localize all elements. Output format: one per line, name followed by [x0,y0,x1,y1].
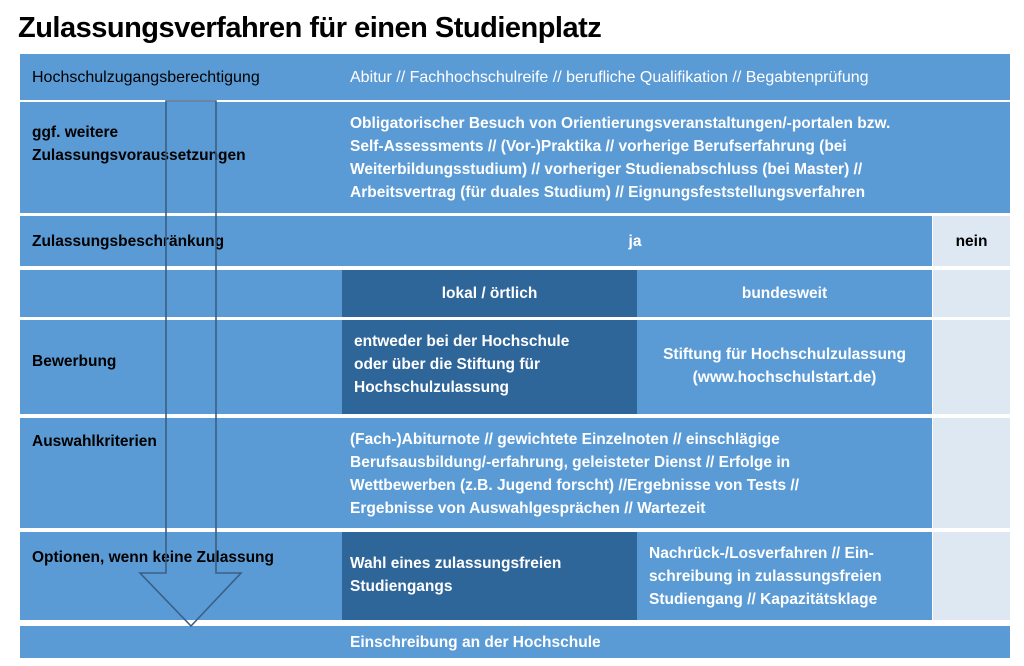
optionen-national-line: Nachrück-/Losverfahren // Ein- [649,545,874,562]
weitere-content-line: Self-Assessments // (Vor-)Praktika // vorherige Berufserfahrung (bei [350,138,847,155]
beschraenkung-no: nein [955,232,988,250]
optionen-local-line: Wahl eines zulassungsfreien [350,555,562,572]
bewerbung-local-line: entweder bei der Hochschule [354,333,570,350]
auswahl-content-line: Berufsausbildung/-erfahrung, geleisteter Dienst // Erfolge in [350,454,791,471]
optionen-label-cell [20,532,342,620]
bewerbung-national-line: Stiftung für Hochschulzulassung [663,346,906,363]
auswahl-content-line: Ergebnisse von Auswahlgesprächen // Wartezeit [350,500,706,517]
bewerbung-national-cell [637,320,932,414]
weitere-content-line: Obligatorischer Besuch von Orientierungsveranstaltungen/-portalen bzw. [350,115,891,132]
bewerbung-local-line: oder über die Stiftung für [354,356,540,373]
scope-empty-cell [933,270,1010,317]
auswahl-empty-cell [933,418,1010,528]
beschraenkung-yes-cell [338,216,932,266]
weitere-content-cell [338,102,1010,213]
bewerbung-empty-cell [933,320,1010,414]
hzb-label: Hochschulzugangsberechtigung [32,68,260,86]
scope-national: bundesweit [741,285,828,302]
hzb-content: Abitur // Fachhochschulreife // berufliche Qualifikation // Begabtenprüfung [350,68,869,86]
optionen-national-line: Studiengang // Kapazitätsklage [649,591,878,608]
optionen-local-line: Studiengangs [350,578,453,595]
optionen-empty-cell [933,532,1010,620]
weitere-label-cell [20,102,338,213]
optionen-national-line: schreibung in zulassungsfreien [649,568,882,585]
bewerbung-label: Bewerbung [32,352,117,370]
page-title: Zulassungsverfahren für einen Studienplatz [18,12,602,44]
bewerbung-label-cell [20,320,342,414]
beschraenkung-yes: ja [628,233,642,250]
einschreibung-cell [20,626,1010,658]
auswahl-content-cell [338,418,932,528]
auswahl-content-line: (Fach-)Abiturnote // gewichtete Einzelnoten // einschlägige [350,431,780,448]
bewerbung-local-cell [342,320,637,414]
auswahl-label: Auswahlkriterien [32,433,157,450]
auswahl-label-cell [20,418,338,528]
bewerbung-local-line: Hochschulzulassung [354,379,510,396]
bewerbung-national-line: (www.hochschulstart.de) [692,369,877,386]
beschraenkung-label-cell [20,216,338,266]
optionen-local-cell [342,532,637,620]
hzb-label-cell [20,54,338,100]
optionen-national-cell [637,532,932,620]
weitere-content-line: Weiterbildungsstudium) // vorheriger Studienabschluss (bei Master) // [350,161,863,178]
scope-label-cell [20,270,342,317]
hzb-content-cell [338,54,1010,100]
scope-local: lokal / örtlich [441,285,538,302]
beschraenkung-no-cell [933,216,1010,266]
beschraenkung-label: Zulassungsbeschränkung [32,232,225,250]
weitere-content-line: Arbeitsvertrag (für duales Studium) // Eignungsfeststellungsverfahren [350,184,866,201]
scope-local-cell [342,270,637,317]
einschreibung-label: Einschreibung an der Hochschule [350,633,601,651]
auswahl-content-line: Wettbewerben (z.B. Jugend forscht) //Ergebnisse von Tests // [350,477,800,494]
weitere-label-line1: ggf. weitere [32,124,119,141]
weitere-label-line2: Zulassungsvoraussetzungen [32,147,246,164]
scope-national-cell [637,270,932,317]
optionen-label: Optionen, wenn keine Zulassung [32,549,274,566]
